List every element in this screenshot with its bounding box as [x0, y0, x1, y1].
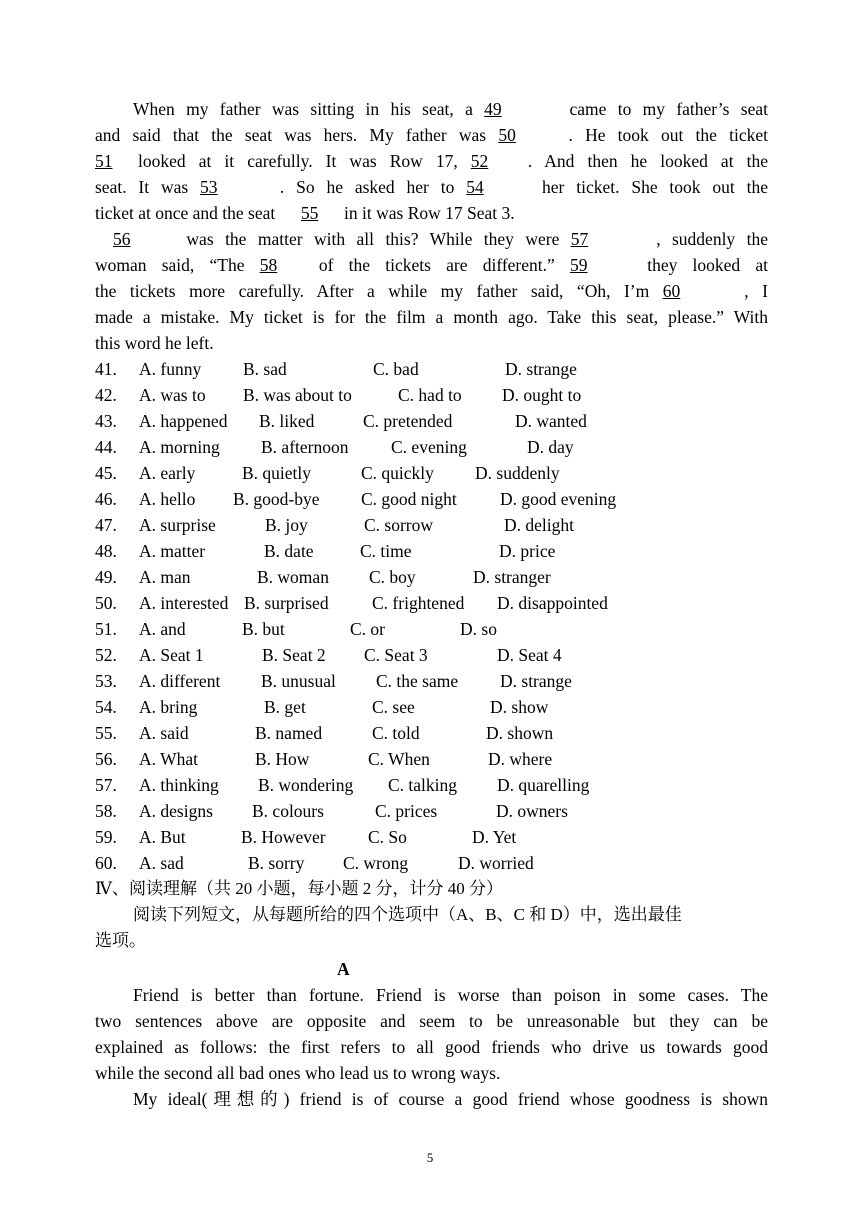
passage-line: 51 looked at it carefully. It was Row 17, 52 . And then he looked at the: [95, 148, 768, 174]
option-a: A. hello: [139, 489, 196, 509]
option-b: B. wondering: [258, 775, 354, 795]
question-number: 48.: [95, 541, 117, 561]
option-b: B. However: [241, 827, 326, 847]
option-c: C. or: [350, 619, 385, 639]
option-a: A. said: [139, 723, 189, 743]
option-d: D. day: [527, 437, 574, 457]
option-a: A. funny: [139, 359, 202, 379]
option-d: D. strange: [500, 671, 572, 691]
option-d: D. Seat 4: [497, 645, 562, 665]
blank-56: 56: [113, 229, 131, 249]
option-b: B. colours: [252, 801, 324, 821]
reading-line: explained as follows: the first refers to all good friends who drive us towards good: [95, 1037, 768, 1057]
option-b: B. was about to: [243, 385, 352, 405]
option-c: C. bad: [373, 359, 419, 379]
option-b: B. but: [242, 619, 285, 639]
passage-line: ticket at once and the seat 55 in it was Row 17 Seat 3.: [95, 200, 768, 226]
option-a: A. bring: [139, 697, 198, 717]
option-c: C. boy: [369, 567, 416, 587]
option-d: D. quarelling: [497, 775, 590, 795]
option-a: A. What: [139, 749, 198, 769]
passage-line: When my father was sitting in his seat, a 49 came to my father’s seat: [95, 96, 768, 122]
option-d: D. worried: [458, 853, 534, 873]
option-c: C. had to: [398, 385, 462, 405]
question-number: 46.: [95, 489, 117, 509]
blank-55: 55: [300, 203, 319, 223]
question-number: 54.: [95, 697, 117, 717]
option-a: A. interested: [139, 593, 229, 613]
option-b: B. How: [255, 749, 310, 769]
option-a: A. surprise: [139, 515, 216, 535]
blank-57: 57: [570, 229, 589, 249]
question-number: 41.: [95, 359, 117, 379]
option-c: C. prices: [375, 801, 438, 821]
page-number: 5: [426, 1150, 434, 1165]
option-d: D. so: [460, 619, 497, 639]
option-a: A. and: [139, 619, 186, 639]
option-b: B. get: [264, 697, 306, 717]
option-a: A. was to: [139, 385, 206, 405]
question-number: 59.: [95, 827, 117, 847]
option-c: C. Seat 3: [364, 645, 428, 665]
option-c: C. sorrow: [364, 515, 434, 535]
blank-59: 59: [570, 255, 588, 275]
option-b: B. afternoon: [261, 437, 349, 457]
option-d: D. owners: [496, 801, 568, 821]
option-c: C. quickly: [361, 463, 434, 483]
question-number: 43.: [95, 411, 117, 431]
option-a: A. happened: [139, 411, 228, 431]
reading-line: My ideal(理想的) friend is of course a good friend whose goodness is shown: [133, 1089, 768, 1109]
question-number: 52.: [95, 645, 117, 665]
reading-passage: [95, 982, 768, 1112]
option-d: D. show: [490, 697, 549, 717]
option-d: D. where: [488, 749, 553, 769]
option-a: A. But: [139, 827, 186, 847]
passage-line: made a mistake. My ticket is for the film a month ago. Take this seat, please.” With: [95, 307, 768, 327]
option-d: D. shown: [486, 723, 554, 743]
passage-line: seat. It was 53 . So he asked her to 54 her ticket. She took out the: [95, 174, 768, 200]
instruction-text-cont: 选项。: [95, 931, 146, 950]
passage-label: A: [337, 959, 350, 979]
passage-line: woman said, “The 58 of the tickets are different.” 59 they looked at: [95, 252, 768, 278]
option-b: B. quietly: [242, 463, 312, 483]
question-number: 53.: [95, 671, 117, 691]
option-b: B. Seat 2: [262, 645, 326, 665]
reading-line: while the second all bad ones who lead us to wrong ways.: [95, 1063, 501, 1083]
option-c: C. So: [368, 827, 407, 847]
option-c: C. the same: [376, 671, 459, 691]
option-c: C. see: [372, 697, 415, 717]
option-d: D. Yet: [472, 827, 517, 847]
option-a: A. matter: [139, 541, 206, 561]
option-c: C. frightened: [372, 593, 465, 613]
passage-line: 56 was the matter with all this? While they were 57 , suddenly the: [95, 226, 768, 252]
option-a: A. Seat 1: [139, 645, 204, 665]
blank-60: 60: [662, 281, 681, 301]
blank-51: 51: [95, 151, 113, 171]
option-d: D. wanted: [515, 411, 587, 431]
option-d: D. delight: [504, 515, 574, 535]
option-d: D. price: [499, 541, 556, 561]
question-number: 60.: [95, 853, 117, 873]
option-d: D. disappointed: [497, 593, 608, 613]
option-a: A. morning: [139, 437, 220, 457]
blank-52: 52: [470, 151, 489, 171]
option-b: B. sorry: [248, 853, 305, 873]
blank-58: 58: [259, 255, 278, 275]
option-d: D. stranger: [473, 567, 551, 587]
option-c: C. time: [360, 541, 412, 561]
option-c: C. told: [372, 723, 420, 743]
passage-line: and said that the seat was hers. My father was 50 . He took out the ticket: [95, 122, 768, 148]
option-d: D. ought to: [502, 385, 582, 405]
option-b: B. liked: [259, 411, 315, 431]
option-b: B. unusual: [261, 671, 336, 691]
question-number: 49.: [95, 567, 117, 587]
question-number: 45.: [95, 463, 117, 483]
option-b: B. joy: [265, 515, 308, 535]
option-c: C. pretended: [363, 411, 453, 431]
instruction-text: 阅读下列短文，从每题所给的四个选项中（A、B、C 和 D）中，选出最佳: [133, 905, 682, 924]
question-number: 50.: [95, 593, 117, 613]
option-a: A. early: [139, 463, 196, 483]
option-a: A. designs: [139, 801, 213, 821]
section-heading: Ⅳ、阅读理解（共 20 小题，每小题 2 分，计分 40 分）: [95, 879, 503, 898]
passage-line: this word he left.: [95, 333, 214, 353]
blank-49: 49: [484, 99, 502, 119]
option-a: A. man: [139, 567, 191, 587]
question-number: 58.: [95, 801, 117, 821]
option-c: C. good night: [361, 489, 457, 509]
option-d: D. strange: [505, 359, 577, 379]
option-b: B. named: [255, 723, 323, 743]
reading-line: Friend is better than fortune. Friend is worse than poison in some cases. The: [133, 985, 768, 1005]
option-d: D. suddenly: [475, 463, 560, 483]
option-b: B. surprised: [244, 593, 329, 613]
passage-line: the tickets more carefully. After a while my father said, “Oh, I’m 60 , I: [95, 278, 768, 304]
cloze-passage: [95, 96, 768, 356]
option-c: C. talking: [388, 775, 458, 795]
option-b: B. date: [264, 541, 314, 561]
blank-50: 50: [498, 125, 516, 145]
blank-53: 53: [200, 177, 218, 197]
question-number: 56.: [95, 749, 117, 769]
option-b: B. woman: [257, 567, 329, 587]
question-number: 51.: [95, 619, 117, 639]
option-c: C. evening: [391, 437, 467, 457]
option-b: B. good-bye: [233, 489, 320, 509]
option-a: A. different: [139, 671, 221, 691]
option-b: B. sad: [243, 359, 287, 379]
question-number: 42.: [95, 385, 117, 405]
question-number: 47.: [95, 515, 117, 535]
option-d: D. good evening: [500, 489, 617, 509]
option-a: A. sad: [139, 853, 184, 873]
question-number: 57.: [95, 775, 117, 795]
reading-line: two sentences above are opposite and seem to be unreasonable but they can be: [95, 1011, 768, 1031]
option-c: C. wrong: [343, 853, 409, 873]
question-number: 44.: [95, 437, 117, 457]
question-number: 55.: [95, 723, 117, 743]
option-c: C. When: [368, 749, 430, 769]
option-a: A. thinking: [139, 775, 219, 795]
blank-54: 54: [466, 177, 484, 197]
